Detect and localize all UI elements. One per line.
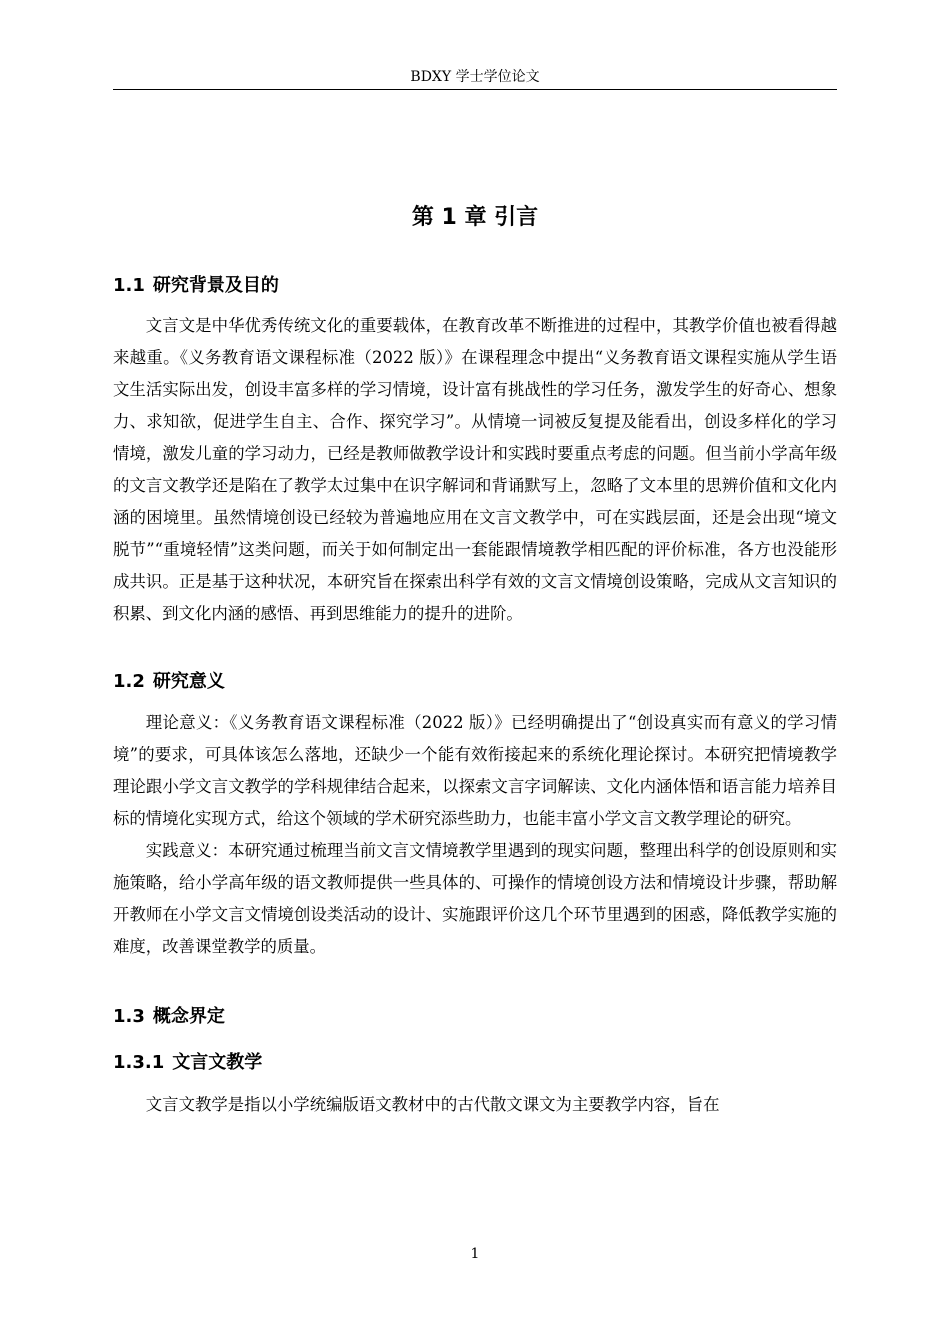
section-title-text: 文言文教学 [172, 1052, 263, 1073]
subsection-heading-1-3-1 [113, 1051, 837, 1075]
section-number: 1.1 [113, 275, 145, 296]
section-heading-1-1 [113, 274, 837, 298]
chapter-title: 第 1 章 引言 [411, 205, 539, 230]
paragraph-practice-significance: 实践意义：本研究通过梳理当前文言文情境教学里遇到的现实问题，整理出科学的创设原则和实施策略，给小学高年级的语文教师提供一些具体的、可操作的情境创设方法和情境设计步骤，帮助解开教师在小学文言文情境创设类活动的设计、实施跟评价这几个环节里遇到的困惑，降低教学实施的难度，改善课堂教学的质量。 [113, 841, 837, 956]
section-number: 1.3 [113, 1006, 145, 1027]
page-number: 1 [470, 1246, 480, 1262]
header-rule [113, 89, 837, 90]
paragraph-theory-significance: 理论意义：《义务教育语文课程标准（2022 版）》已经明确提出了“创设真实而有意义的学习情境”的要求，可具体该怎么落地，还缺少一个能有效衔接起来的系统化理论探讨。本研究把情境教学理论跟小学文言文教学的学科规律结合起来，以探索文言字词解读、文化内涵体悟和语言能力培养目标的情境化实现方式，给这个领域的学术研究添些助力，也能丰富小学文言文教学理论的研究。 [113, 713, 837, 828]
section-heading-1-3 [113, 1005, 837, 1029]
section-title-text: 研究意义 [152, 671, 225, 692]
section-title-text: 研究背景及目的 [152, 275, 279, 296]
running-header: BDXY 学士学位论文 [410, 69, 540, 85]
body-content [113, 196, 837, 1121]
paragraph-classical-teaching: 文言文教学是指以小学统编版语文教材中的古代散文课文为主要教学内容，旨在 [145, 1095, 720, 1114]
section-number: 1.3.1 [113, 1052, 165, 1073]
section-title-text: 概念界定 [152, 1006, 225, 1027]
paragraph-background: 文言文是中华优秀传统文化的重要载体，在教育改革不断推进的过程中，其教学价值也被看得越来越重。《义务教育语文课程标准（2022 版）》在课程理念中提出“义务教育语文课程实施从学生语文生活实际出发，创设丰富多样的学习情境，设计富有挑战性的学习任务，激发学生的好奇心、想象力、求知欲，促进学生自主、合作、探究学习”。从情境一词被反复提及能看出，创设多样化的学习情境，激发儿童的学习动力，已经是教师做教学设计和实践时要重点考虑的问题。但当前小学高年级的文言文教学还是陷在了教学太过集中在识字解词和背诵默写上，忽略了文本里的思辨价值和文化内涵的困境里。虽然情境创设已经较为普遍地应用在文言文教学中，可在实践层面，还是会出现“境文脱节”“重境轻情”这类问题，而关于如何制定出一套能跟情境教学相匹配的评价标准，各方也没能形成共识。正是基于这种状况，本研究旨在探索出科学有效的文言文情境创设策略，完成从文言知识的积累、到文化内涵的感悟、再到思维能力的提升的进阶。 [113, 316, 837, 623]
section-number: 1.2 [113, 671, 145, 692]
section-heading-1-2 [113, 670, 837, 694]
